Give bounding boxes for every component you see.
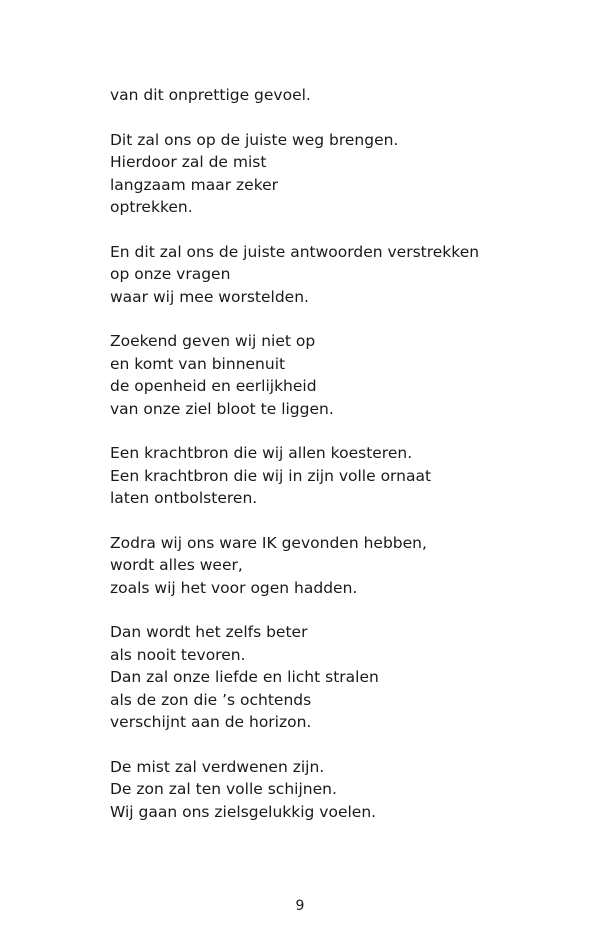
poem-line: van onze ziel bloot te liggen.	[110, 399, 334, 418]
poem-line: verschijnt aan de horizon.	[110, 713, 312, 731]
stanza-8	[110, 756, 550, 824]
poem-line: Dan wordt het zelfs beter	[110, 623, 308, 641]
poem-line: wordt alles weer,	[110, 556, 243, 574]
poem-line: En dit zal ons de juiste antwoorden verstrekken	[110, 242, 480, 261]
poem-line: als nooit tevoren.	[110, 645, 246, 664]
poem-line: op onze vragen	[110, 265, 231, 283]
page-number: 9	[295, 898, 305, 914]
poem-line: Dan zal onze liefde en licht stralen	[110, 668, 379, 686]
poem-line: en komt van binnenuit	[110, 354, 286, 373]
poem-line: De zon zal ten volle schijnen.	[110, 780, 337, 798]
poem-line: de openheid en eerlijkheid	[110, 377, 317, 395]
poem-line: waar wij mee worstelden.	[110, 287, 309, 306]
poem-line: langzaam maar zeker	[110, 175, 279, 194]
poem-line: van dit onprettige gevoel.	[110, 86, 311, 104]
poem-line: optrekken.	[110, 198, 193, 216]
poem-line: zoals wij het voor ogen hadden.	[110, 578, 358, 597]
stanza-7	[110, 621, 550, 734]
stanza-5	[110, 442, 550, 510]
stanza-1	[110, 84, 550, 107]
stanza-3	[110, 241, 550, 309]
poem-line: Hierdoor zal de mist	[110, 153, 267, 171]
poem-line: Zodra wij ons ware IK gevonden hebben,	[110, 533, 427, 552]
poem-line: Dit zal ons op de juiste weg brengen.	[110, 130, 399, 149]
poem-line: Een krachtbron die wij in zijn volle ornaat	[110, 466, 432, 485]
poem-line: Een krachtbron die wij allen koesteren.	[110, 444, 413, 462]
stanza-6	[110, 532, 550, 600]
poem-line: Wij gaan ons zielsgelukkig voelen.	[110, 802, 377, 821]
poem-line: laten ontbolsteren.	[110, 489, 258, 507]
poem-line: als de zon die ’s ochtends	[110, 690, 312, 709]
poem-text	[110, 84, 550, 845]
stanza-4	[110, 330, 550, 420]
stanza-2	[110, 129, 550, 219]
poem-line: Zoekend geven wij niet op	[110, 332, 316, 350]
poem-line: De mist zal verdwenen zijn.	[110, 757, 325, 776]
